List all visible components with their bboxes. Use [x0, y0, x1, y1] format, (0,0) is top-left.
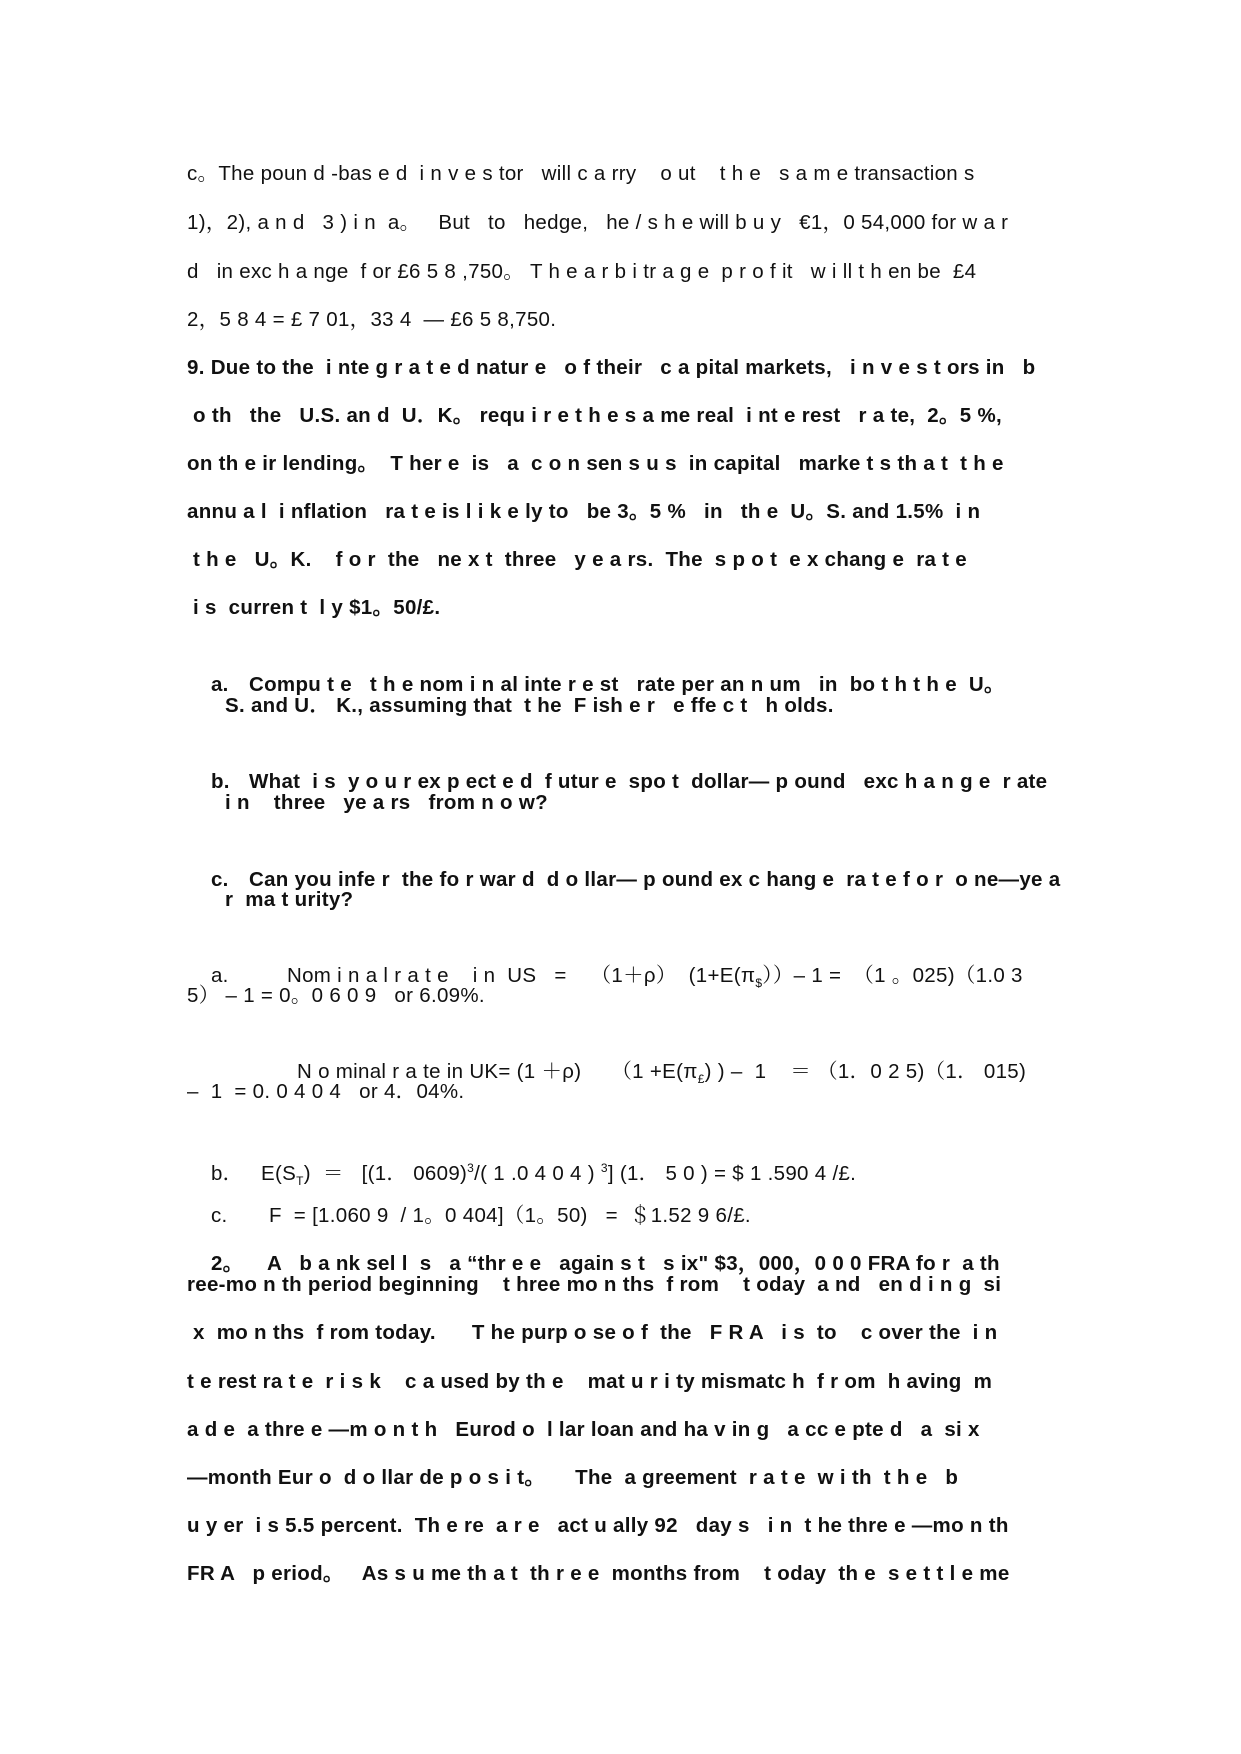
- problem-2-line: u y er i s 5.5 percent. Th e re a r e act u ally 92 day s i n t he thre e —mo n th: [187, 1514, 1009, 1537]
- problem-label: 2。: [210, 1252, 244, 1275]
- answer-a: [187, 934, 1023, 1025]
- subscript: $: [755, 976, 763, 991]
- question-label: b.: [210, 770, 230, 793]
- question-b-cont: i n three ye a rs from n o w?: [225, 791, 548, 814]
- answer-text: E(S: [260, 1161, 297, 1185]
- answer-text: F = [1.060 9 / 1。0 404]（1。50) = ＄1.52 9 6/£.: [268, 1204, 751, 1227]
- problem-9-line: annu a l i nflation ra t e is l i k e ly to be 3。5 % in th e U。S. and 1.5% i n: [187, 500, 981, 523]
- question-text: What i s y o u r ex p ect e d f utur e spo t dollar— p ound exc h a n g e r ate: [248, 770, 1048, 793]
- problem-2-line: FR A p eriod。 As s u me th a t th r e e months from t oday th e s e t t l e me: [187, 1562, 1010, 1585]
- answer-label: c.: [210, 1204, 228, 1227]
- problem-2-line: —month Eur o d o llar de p o s i t。 The a greement r a t e w i th t h e b: [187, 1466, 959, 1489]
- answer-a-uk: [273, 1030, 1026, 1121]
- text-line: 1)，2), a n d 3 ) i n a。 But to hedge, he / s h e will b u y €1，0 54,000 for w a r: [187, 211, 1009, 234]
- subscript: £: [697, 1072, 705, 1087]
- problem-9-line: 9. Due to the i nte g r a t e d natur e o f their c a pital markets, i n v e s t ors in b: [187, 356, 1036, 379]
- answer-a-uk-cont: – 1 = 0. 0 4 0 4 or 4．04%.: [187, 1080, 465, 1103]
- question-a-cont: S. and U． K., assuming that t he F ish e r e ffe c t h olds.: [225, 694, 834, 717]
- answer-text: Nom i n a l r a t e i n US = （1＋ρ） (1+E(π: [286, 964, 756, 987]
- problem-2-line: a d e a thre e —m o n t h Eurod o l lar loan and ha v in g a cc e pte d a si x: [187, 1418, 980, 1441]
- answer-label: a.: [210, 964, 229, 987]
- problem-9-line: on th e ir lending。 T her e is a c o n sen s u s in capital marke t s th a t t h e: [187, 452, 1004, 475]
- question-label: a.: [210, 673, 229, 696]
- answer-a-cont: 5） – 1 = 0。0 6 0 9 or 6.09%.: [187, 984, 485, 1007]
- answer-text: ) ＝ [(1． 0609): [303, 1161, 468, 1185]
- answer-text: ））– 1 = （1 。025)（1.0 3: [762, 964, 1023, 987]
- text-line: 2，5 8 4 = £ 7 01，33 4 — £6 5 8,750.: [187, 308, 557, 331]
- problem-9-line: o th the U.S. an d U．K。 requ i r e t h e s a me real i nt e rest r a te, 2。5 %,: [187, 404, 1003, 427]
- question-c-cont: r ma t urity?: [225, 888, 354, 911]
- problem-2-line: t e rest ra t e r i s k c a used by th e mat u r i ty mismatc h f r om h aving m: [187, 1370, 993, 1393]
- answer-text: ] (1． 5 0 ) = $ 1 .590 4 /£.: [607, 1161, 857, 1185]
- answer-text: ) ) – 1 ＝ （1．0 2 5)（1． 015): [704, 1060, 1027, 1083]
- problem-2-line: ree-mo n th period beginning t hree mo n ths f rom t oday a nd en d i n g si: [187, 1273, 1002, 1296]
- problem-9-line: i s curren t l y $1。50/£.: [187, 596, 441, 619]
- text-line: c。The poun d -bas e d i n v e s tor will c a rry o ut t h e s a m e transaction s: [187, 162, 975, 185]
- question-text: Can you infe r the fo r war d d o llar— p ound ex c hang e ra t e f o r o ne—ye a: [248, 868, 1061, 891]
- superscript: 3: [467, 1161, 475, 1175]
- question-label: c.: [210, 868, 229, 891]
- problem-2-line: x mo n ths f rom today. T he purp o se o f the F R A i s to c over the i n: [187, 1321, 998, 1344]
- answer-text: N o minal r a te in UK= (1 ＋ρ) （1 +E(π: [296, 1060, 698, 1083]
- superscript: 3: [600, 1161, 608, 1175]
- text-line: d in exc h a nge f or £6 5 8 ,750。 T h e a r b i tr a g e p r o f it w i ll t h en be £4: [187, 260, 977, 283]
- subscript: T: [296, 1173, 304, 1188]
- problem-9-line: t h e U。K. f o r the ne x t three y e a rs. The s p o t e x chang e ra t e: [187, 548, 967, 571]
- problem-text: A b a nk sel l s a “thr e e again s t s ix" $3，000，0 0 0 FRA fo r a th: [266, 1252, 1000, 1275]
- question-text: Compu t e t h e nom i n al inte r e st rate per an n um in bo t h t h e U。: [248, 673, 1005, 696]
- answer-label: b．: [210, 1161, 244, 1185]
- answer-text: /( 1 .0 4 0 4 ): [474, 1161, 601, 1185]
